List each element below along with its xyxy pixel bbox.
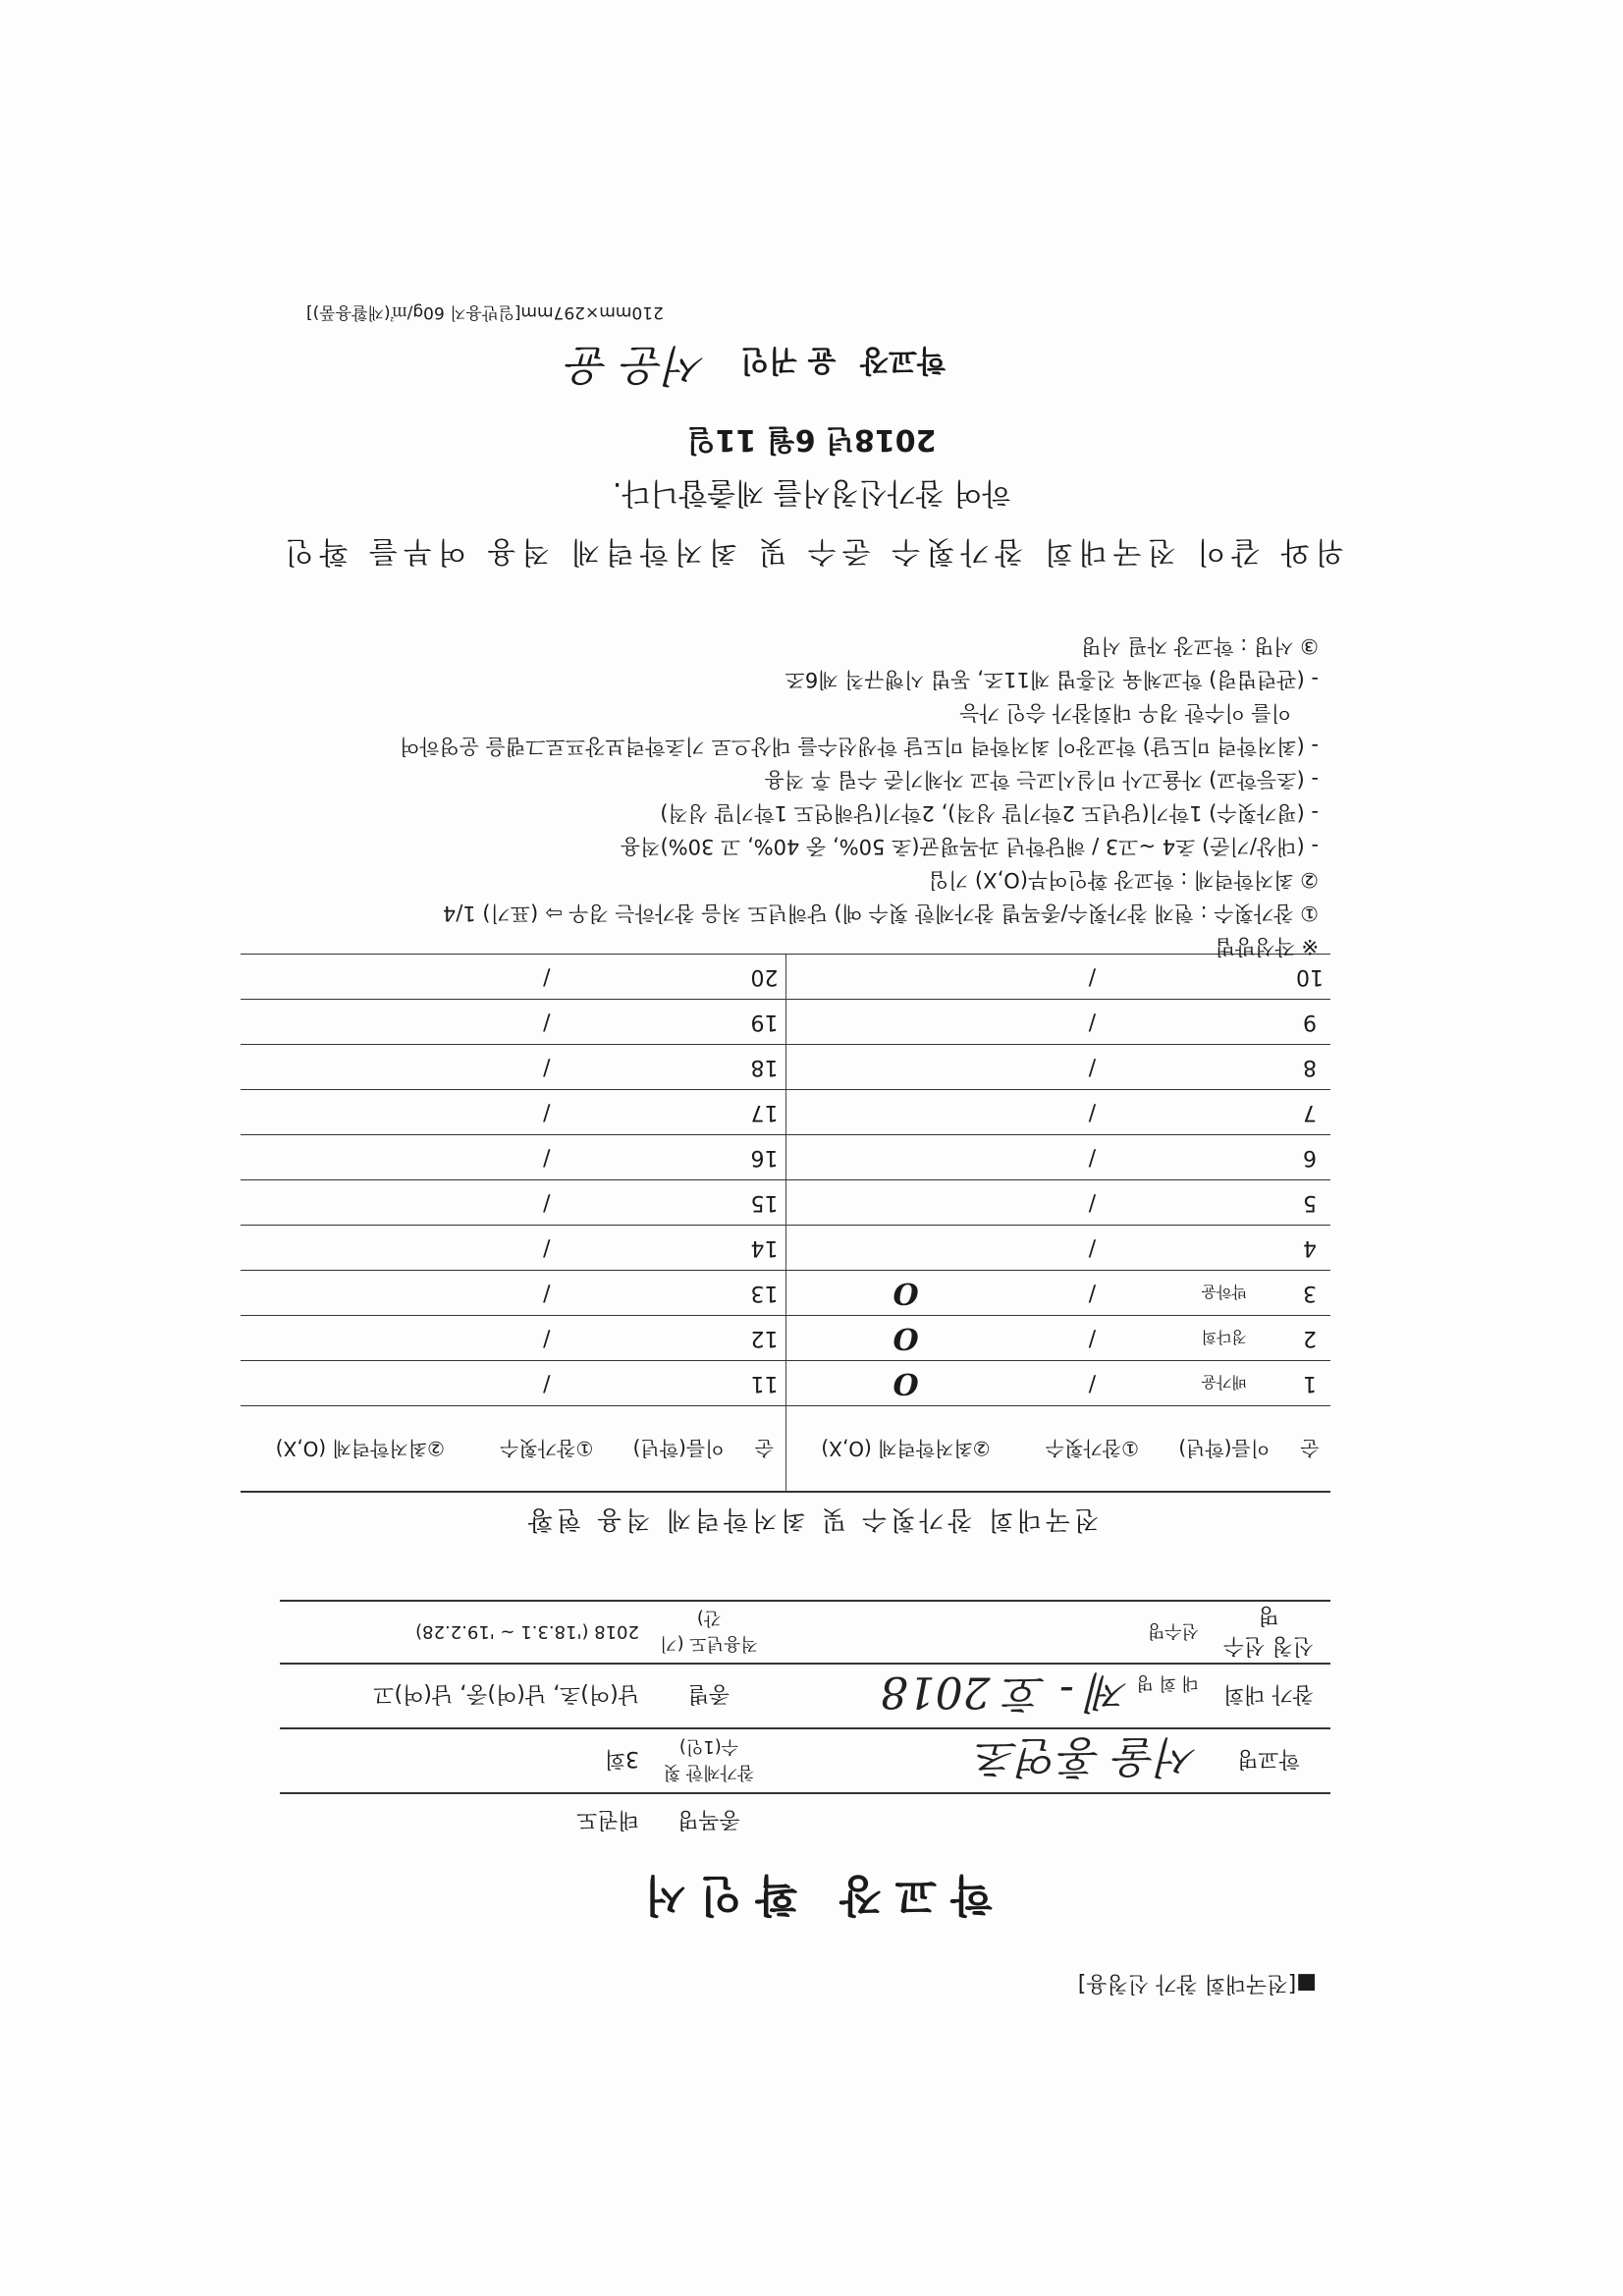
header-count-2: ①참가횟수 bbox=[480, 1406, 614, 1493]
right-name-cell bbox=[614, 1316, 744, 1361]
count-value: 3회 bbox=[280, 1728, 647, 1793]
left-no-cell: 3 bbox=[1289, 1271, 1330, 1316]
form-row-entry bbox=[280, 1601, 1330, 1664]
left-name-cell bbox=[1159, 1045, 1289, 1090]
right-name-cell bbox=[614, 1135, 744, 1180]
confirmation-line-1: 위와 같이 전국대회 참가횟수 준수 및 최저학력제 적용 여부를 확인 bbox=[279, 534, 1344, 569]
left-no-cell: 9 bbox=[1289, 1000, 1330, 1045]
right-count-cell: / bbox=[480, 1271, 614, 1316]
header-min: ②최저학력제 (O,X) bbox=[785, 1406, 1025, 1493]
left-no-cell: 5 bbox=[1289, 1180, 1330, 1226]
instruction-line: 이를 이수한 경우 대회참가 승인 가능 bbox=[959, 701, 1291, 725]
left-min-cell bbox=[785, 1090, 1025, 1135]
left-no-cell: 2 bbox=[1289, 1316, 1330, 1361]
table-row bbox=[241, 1226, 1330, 1271]
left-count-cell: / bbox=[1025, 1361, 1159, 1406]
right-min-cell bbox=[241, 1271, 480, 1316]
right-name-cell bbox=[614, 1090, 744, 1135]
header-note: ■[전국대회 참가 신청용] bbox=[1077, 1971, 1317, 1995]
application-form bbox=[280, 1600, 1330, 1849]
header-name-2: 이름(학년) bbox=[614, 1406, 744, 1493]
left-min-cell: O bbox=[785, 1271, 1025, 1316]
competition-name-label: 대 회 명 bbox=[1136, 1672, 1199, 1693]
participant-table bbox=[241, 954, 1330, 1493]
left-min-cell bbox=[785, 1045, 1025, 1090]
entry-label: 신청 선수명 bbox=[1207, 1601, 1330, 1664]
period-label: 적용년도 (기간) bbox=[647, 1601, 771, 1664]
date: 2018년 6월 11일 bbox=[686, 422, 937, 457]
left-no-cell: 4 bbox=[1289, 1226, 1330, 1271]
table-row bbox=[241, 1361, 1330, 1406]
left-name-cell bbox=[1159, 1090, 1289, 1135]
right-name-cell bbox=[614, 1361, 744, 1406]
right-name-cell bbox=[614, 1271, 744, 1316]
right-count-cell: / bbox=[480, 1226, 614, 1271]
right-count-cell: / bbox=[480, 1045, 614, 1090]
left-no-cell: 10 bbox=[1289, 955, 1330, 1000]
instruction-line: - (초등학교) 자율고사 미실시교는 학교 자체기준 수립 후 적용 bbox=[764, 768, 1319, 792]
right-min-cell bbox=[241, 1361, 480, 1406]
instruction-line: ② 최저학력제 : 학교장 확인여부(O,X) 기입 bbox=[928, 868, 1319, 892]
left-count-cell: / bbox=[1025, 1180, 1159, 1226]
instruction-line: - (평가횟수) 1학기(당년도 2학기말 성적), 2학기(당해연도 1학기말 성적) bbox=[660, 801, 1319, 825]
right-no-cell: 12 bbox=[743, 1316, 785, 1361]
left-count-cell: / bbox=[1025, 1316, 1159, 1361]
table-row bbox=[241, 1316, 1330, 1361]
confirmation-line-2: 하여 참가신청서를 제출합니다. bbox=[612, 475, 1011, 510]
table-row bbox=[241, 1090, 1330, 1135]
left-name-cell: 정다희 bbox=[1159, 1316, 1289, 1361]
form-row-competition bbox=[280, 1664, 1330, 1728]
right-no-cell: 14 bbox=[743, 1226, 785, 1271]
left-name-cell bbox=[1159, 1226, 1289, 1271]
right-min-cell bbox=[241, 1180, 480, 1226]
left-no-cell: 1 bbox=[1289, 1361, 1330, 1406]
table-row bbox=[241, 1180, 1330, 1226]
principal-name: 윤 귀인 bbox=[740, 343, 837, 377]
right-min-cell bbox=[241, 1226, 480, 1271]
signature-label: 학교장 bbox=[860, 343, 946, 377]
participant-header-row bbox=[241, 1406, 1330, 1493]
left-count-cell: / bbox=[1025, 1000, 1159, 1045]
right-min-cell bbox=[241, 1045, 480, 1090]
right-no-cell: 18 bbox=[743, 1045, 785, 1090]
left-name-cell bbox=[1159, 1135, 1289, 1180]
paper-spec: 210mm×297mm[일반용지 60g/㎡(재활용품)] bbox=[306, 302, 664, 322]
header-min-2: ②최저학력제 (O,X) bbox=[241, 1406, 480, 1493]
left-count-cell: / bbox=[1025, 1045, 1159, 1090]
table-row bbox=[241, 1045, 1330, 1090]
event-value: 태권도 bbox=[280, 1793, 647, 1849]
instructions bbox=[258, 629, 1319, 963]
right-name-cell bbox=[614, 1045, 744, 1090]
right-count-cell: / bbox=[480, 1180, 614, 1226]
form-row-event bbox=[280, 1793, 1330, 1849]
header-count: ①참가횟수 bbox=[1025, 1406, 1159, 1493]
right-min-cell bbox=[241, 1000, 480, 1045]
left-name-cell: 배가윤 bbox=[1159, 1361, 1289, 1406]
instruction-line: - (대상/기준) 초4 ~고3 / 해당학년 과목평균(초 50%, 중 40%, 고 30%)적용 bbox=[620, 835, 1319, 858]
right-name-cell bbox=[614, 1000, 744, 1045]
period-value: 2018 ('18.3.1 ~ '19.2.28) bbox=[280, 1601, 647, 1664]
left-min-cell bbox=[785, 1000, 1025, 1045]
right-no-cell: 17 bbox=[743, 1090, 785, 1135]
left-count-cell: / bbox=[1025, 955, 1159, 1000]
section-title: 전국대회 참가횟수 및 최저학력제 적용 현황 bbox=[523, 1504, 1100, 1534]
table-row bbox=[241, 1271, 1330, 1316]
right-no-cell: 15 bbox=[743, 1180, 785, 1226]
header-name: 이름(학년) bbox=[1159, 1406, 1289, 1493]
right-name-cell bbox=[614, 1180, 744, 1226]
school-label: 학교명 bbox=[1207, 1728, 1330, 1793]
signature-line bbox=[568, 338, 946, 401]
table-row bbox=[241, 1000, 1330, 1045]
right-min-cell bbox=[241, 1135, 480, 1180]
right-min-cell bbox=[241, 1316, 480, 1361]
instruction-line: ③ 서명 : 학교장 자필 서명 bbox=[1081, 634, 1319, 658]
left-min-cell bbox=[785, 1135, 1025, 1180]
left-no-cell: 8 bbox=[1289, 1045, 1330, 1090]
left-no-cell: 7 bbox=[1289, 1090, 1330, 1135]
left-min-cell: O bbox=[785, 1361, 1025, 1406]
instruction-line: - (최저학력 미도달) 학교장이 최저학력 미도달 학생선수를 대상으로 기초학력보장프로그램을 운영하여 bbox=[399, 735, 1319, 758]
right-count-cell: / bbox=[480, 1135, 614, 1180]
school-value: 서울 홍연초 bbox=[771, 1728, 1207, 1793]
instruction-line: ※ 작성방법 bbox=[1215, 935, 1319, 958]
competition-name-value: 제 - 호 2018 bbox=[880, 1667, 1130, 1717]
left-min-cell bbox=[785, 1180, 1025, 1226]
right-count-cell: / bbox=[480, 1000, 614, 1045]
left-name-cell bbox=[1159, 1180, 1289, 1226]
right-count-cell: / bbox=[480, 1090, 614, 1135]
right-name-cell bbox=[614, 1226, 744, 1271]
instruction-line: - (관련법령) 학교체육 진흥법 제11조, 동법 시행규칙 제6조 bbox=[784, 668, 1319, 691]
category-value: 남(여)초, 남(여)중, 남(여)고 bbox=[280, 1664, 647, 1728]
instruction-line: ① 참가횟수 : 현재 참가횟수/종목별 참가제한 횟수 예) 당해년도 처음 참가하는 경우 ⇨ (표기) 1/4 bbox=[442, 902, 1319, 925]
right-count-cell: / bbox=[480, 1361, 614, 1406]
header-no-2: 순 bbox=[743, 1406, 785, 1493]
left-min-cell: O bbox=[785, 1316, 1025, 1361]
participant-body bbox=[241, 955, 1330, 1406]
left-no-cell: 6 bbox=[1289, 1135, 1330, 1180]
confirmation-text bbox=[0, 463, 1623, 580]
count-label: 참가제한 횟수(1인) bbox=[647, 1728, 771, 1793]
table-row bbox=[241, 1135, 1330, 1180]
right-count-cell: / bbox=[480, 955, 614, 1000]
document-title: 학교장 확인서 bbox=[630, 1870, 993, 1920]
left-count-cell: / bbox=[1025, 1226, 1159, 1271]
handwritten-signature: 서운 윤 bbox=[568, 340, 707, 390]
left-count-cell: / bbox=[1025, 1090, 1159, 1135]
right-no-cell: 19 bbox=[743, 1000, 785, 1045]
form-row-school bbox=[280, 1728, 1330, 1793]
right-no-cell: 20 bbox=[743, 955, 785, 1000]
header-no: 순 bbox=[1289, 1406, 1330, 1493]
category-label: 종별 bbox=[647, 1664, 771, 1728]
left-count-cell: / bbox=[1025, 1135, 1159, 1180]
right-no-cell: 11 bbox=[743, 1361, 785, 1406]
right-no-cell: 16 bbox=[743, 1135, 785, 1180]
left-min-cell bbox=[785, 1226, 1025, 1271]
event-label: 종목명 bbox=[647, 1793, 771, 1849]
left-name-cell: 박하윤 bbox=[1159, 1271, 1289, 1316]
entry-sub-label: 선수명 bbox=[771, 1601, 1207, 1664]
left-count-cell: / bbox=[1025, 1271, 1159, 1316]
right-count-cell: / bbox=[480, 1316, 614, 1361]
right-no-cell: 13 bbox=[743, 1271, 785, 1316]
right-min-cell bbox=[241, 1090, 480, 1135]
competition-label: 참가 대회 bbox=[1207, 1664, 1330, 1728]
left-name-cell bbox=[1159, 1000, 1289, 1045]
